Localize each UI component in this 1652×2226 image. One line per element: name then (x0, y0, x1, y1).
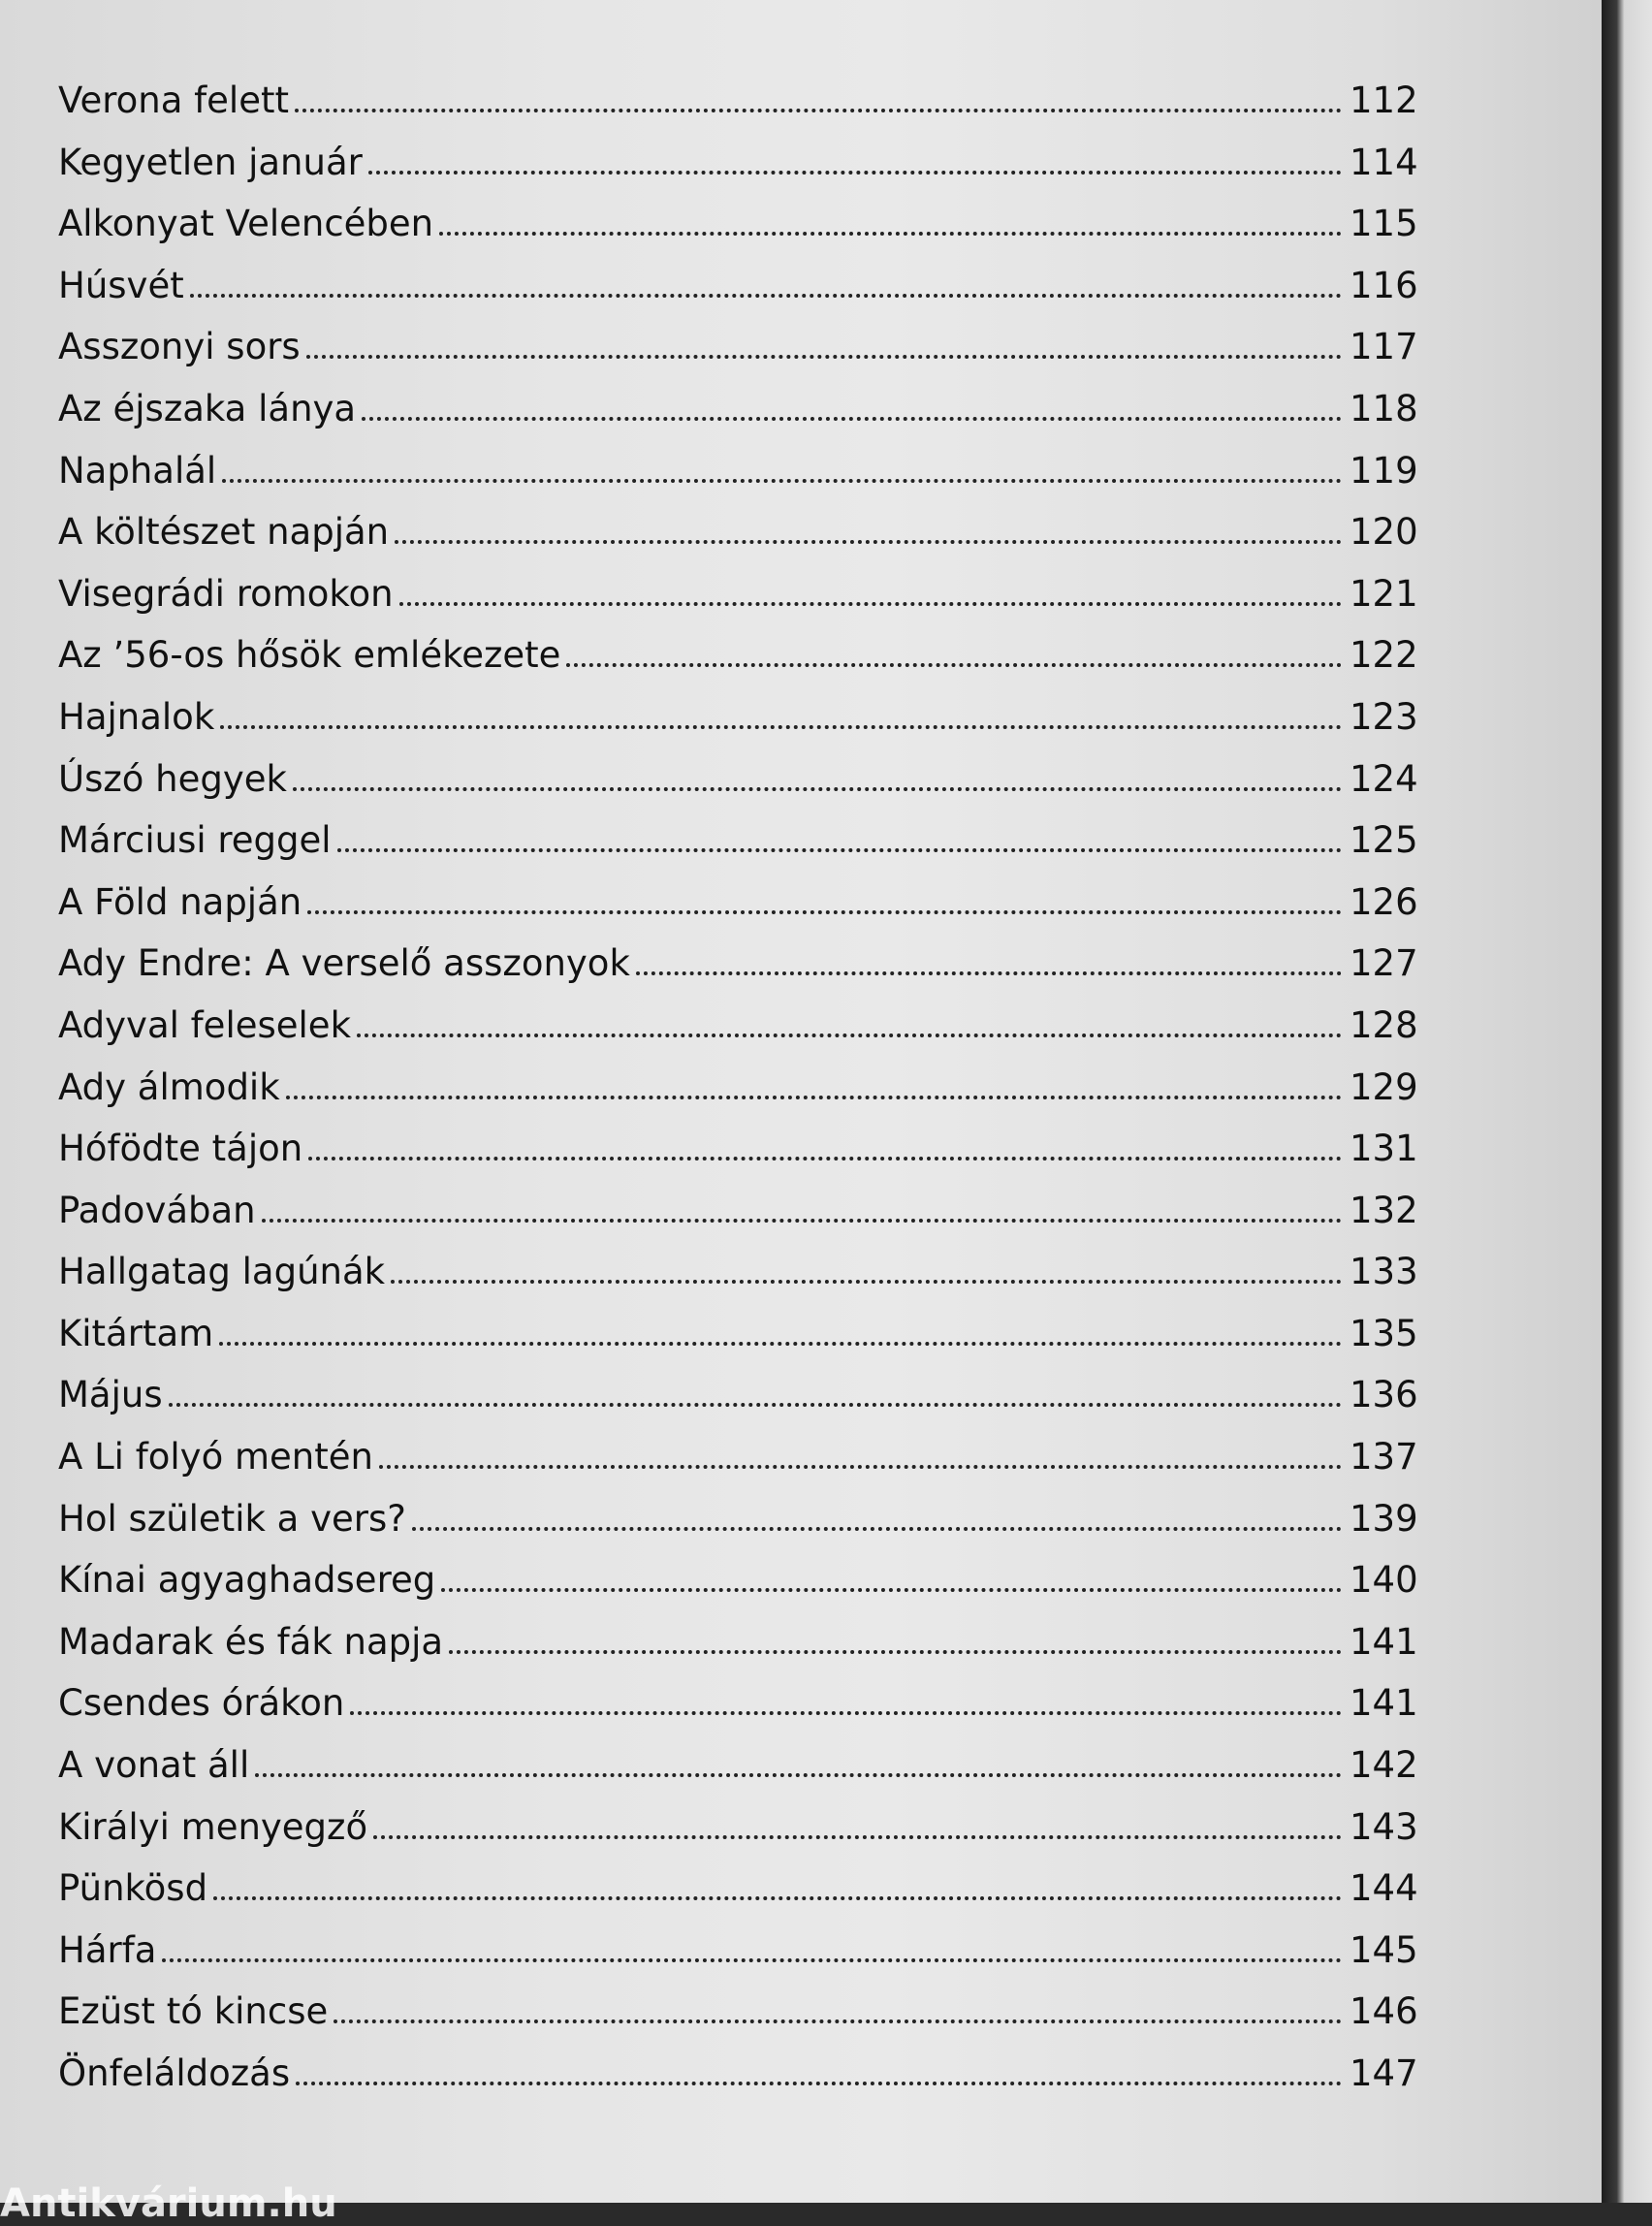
toc-page-number: 147 (1350, 2052, 1418, 2094)
toc-page-number: 125 (1350, 819, 1418, 862)
dot-leader (566, 663, 1342, 667)
toc-entry (58, 501, 1418, 563)
toc-entry (58, 1734, 1418, 1797)
toc-entry (58, 193, 1418, 255)
toc-page-number: 127 (1350, 942, 1418, 985)
toc-title: Asszonyi sors (58, 326, 301, 368)
toc-entry (58, 440, 1418, 502)
toc-page-number: 112 (1350, 80, 1418, 121)
toc-title: Hol születik a vers? (58, 1497, 406, 1540)
toc-entry (58, 686, 1418, 748)
toc-entry (58, 70, 1418, 132)
dot-leader (262, 1219, 1342, 1223)
dot-leader (293, 787, 1342, 791)
toc-title: Önfeláldozás (58, 2052, 291, 2094)
toc-entry (58, 1057, 1418, 1119)
toc-entry (58, 2043, 1418, 2105)
dot-leader (286, 1096, 1342, 1099)
toc-entry (58, 1549, 1418, 1611)
toc-page-number: 123 (1350, 695, 1418, 738)
toc-page-number: 115 (1350, 203, 1418, 245)
dot-leader (255, 1773, 1342, 1777)
toc-entry (58, 933, 1418, 995)
toc-entry (58, 1118, 1418, 1180)
toc-page-number: 137 (1350, 1436, 1418, 1479)
toc-page-number: 124 (1350, 757, 1418, 800)
dot-leader (439, 232, 1342, 236)
toc-entry (58, 1426, 1418, 1488)
toc-entry (58, 1180, 1418, 1242)
toc-title: Hófödte tájon (58, 1128, 303, 1170)
toc-title: Ady Endre: A verselő asszonyok (58, 942, 630, 985)
toc-page-number: 144 (1350, 1867, 1418, 1910)
toc-page-number: 132 (1350, 1189, 1418, 1231)
toc-entry (58, 810, 1418, 872)
toc-title: Visegrádi romokon (58, 572, 394, 615)
toc-title: Hárfa (58, 1928, 157, 1971)
toc-title: Adyval feleselek (58, 1003, 351, 1046)
toc-title: Kegyetlen január (58, 141, 363, 183)
toc-title: Kínai agyaghadsereg (58, 1559, 436, 1602)
dot-leader (308, 1157, 1342, 1161)
dot-leader (295, 109, 1342, 112)
toc-entry (58, 1858, 1418, 1920)
dot-leader (368, 171, 1342, 175)
dot-leader (162, 1958, 1342, 1962)
toc-page-number: 116 (1350, 264, 1418, 306)
toc-page-number: 126 (1350, 880, 1418, 923)
toc-entry (58, 1241, 1418, 1303)
toc-entry (58, 132, 1418, 194)
dot-leader (441, 1588, 1342, 1592)
toc-page-number: 143 (1350, 1805, 1418, 1848)
dot-leader (190, 294, 1342, 298)
toc-title: Hajnalok (58, 695, 215, 738)
toc-title: Hallgatag lagúnák (58, 1251, 386, 1293)
toc-entry (58, 378, 1418, 440)
dot-leader (169, 1403, 1342, 1407)
toc-page-number: 129 (1350, 1065, 1418, 1108)
toc-title: A költészet napján (58, 511, 390, 554)
toc-page-number: 121 (1350, 572, 1418, 615)
toc-title: Márciusi reggel (58, 819, 332, 862)
toc-title: Csendes órákon (58, 1682, 345, 1725)
dot-leader (306, 355, 1342, 359)
toc-page-number: 114 (1350, 141, 1418, 183)
toc-title: Naphalál (58, 449, 217, 492)
dot-leader (213, 1896, 1342, 1900)
toc-page-number: 133 (1350, 1251, 1418, 1293)
toc-title: Kitártam (58, 1312, 214, 1354)
dot-leader (334, 2019, 1342, 2023)
toc-page-number: 145 (1350, 1928, 1418, 1971)
toc-entry (58, 563, 1418, 625)
dot-leader (399, 602, 1342, 606)
toc-title: Verona felett (58, 80, 289, 121)
dot-leader (395, 540, 1342, 544)
toc-entry (58, 1611, 1418, 1673)
toc-title: Madarak és fák napja (58, 1620, 444, 1663)
toc-title: Az éjszaka lánya (58, 387, 357, 429)
toc-title: Az ’56-os hősök emlékezete (58, 634, 561, 677)
dot-leader (350, 1711, 1342, 1715)
toc-page-number: 131 (1350, 1128, 1418, 1170)
toc-page-number: 136 (1350, 1374, 1418, 1416)
toc-page-number: 118 (1350, 387, 1418, 429)
toc-entry (58, 1797, 1418, 1859)
table-of-contents (58, 70, 1418, 2105)
toc-page-number: 122 (1350, 634, 1418, 677)
toc-title: Alkonyat Velencében (58, 203, 434, 245)
toc-page-number: 119 (1350, 449, 1418, 492)
book-spine-edge (1602, 0, 1652, 2203)
toc-entry (58, 1364, 1418, 1426)
toc-title: Padovában (58, 1189, 256, 1231)
dot-leader (296, 2082, 1342, 2085)
dot-leader (412, 1527, 1342, 1531)
dot-leader (220, 725, 1342, 729)
dot-leader (636, 971, 1342, 975)
toc-entry (58, 1303, 1418, 1365)
toc-page-number: 142 (1350, 1744, 1418, 1787)
toc-page-number: 139 (1350, 1497, 1418, 1540)
toc-entry (58, 1488, 1418, 1550)
toc-title: A Föld napján (58, 880, 302, 923)
toc-entry (58, 872, 1418, 934)
toc-title: Ezüst tó kincse (58, 1990, 329, 2033)
toc-title: Úszó hegyek (58, 757, 287, 800)
toc-page-number: 141 (1350, 1620, 1418, 1663)
toc-title: A Li folyó mentén (58, 1436, 373, 1479)
toc-entry (58, 748, 1418, 811)
toc-page-number: 128 (1350, 1003, 1418, 1046)
toc-page-number: 141 (1350, 1682, 1418, 1725)
dot-leader (357, 1034, 1342, 1037)
dot-leader (373, 1835, 1342, 1839)
toc-entry (58, 255, 1418, 317)
toc-title: A vonat áll (58, 1744, 250, 1787)
toc-entry (58, 995, 1418, 1057)
watermark: Antikvárium.hu (0, 2181, 337, 2226)
toc-page-number: 120 (1350, 511, 1418, 554)
toc-entry (58, 624, 1418, 686)
toc-page-number: 146 (1350, 1990, 1418, 2033)
dot-leader (379, 1465, 1342, 1469)
toc-entry (58, 1920, 1418, 1982)
toc-entry (58, 316, 1418, 378)
toc-title: Királyi menyegző (58, 1805, 368, 1848)
toc-entry (58, 1981, 1418, 2043)
dot-leader (219, 1342, 1342, 1346)
toc-page-number: 135 (1350, 1312, 1418, 1354)
dot-leader (362, 417, 1342, 421)
toc-entry (58, 1672, 1418, 1734)
toc-title: Pünkösd (58, 1867, 208, 1910)
toc-title: Húsvét (58, 264, 184, 306)
dot-leader (307, 910, 1342, 914)
toc-title: Május (58, 1374, 163, 1416)
toc-page-number: 117 (1350, 326, 1418, 368)
dot-leader (222, 479, 1342, 483)
toc-page-number: 140 (1350, 1559, 1418, 1602)
dot-leader (449, 1650, 1342, 1654)
dot-leader (337, 848, 1342, 852)
dot-leader (391, 1280, 1342, 1284)
toc-title: Ady álmodik (58, 1065, 280, 1108)
